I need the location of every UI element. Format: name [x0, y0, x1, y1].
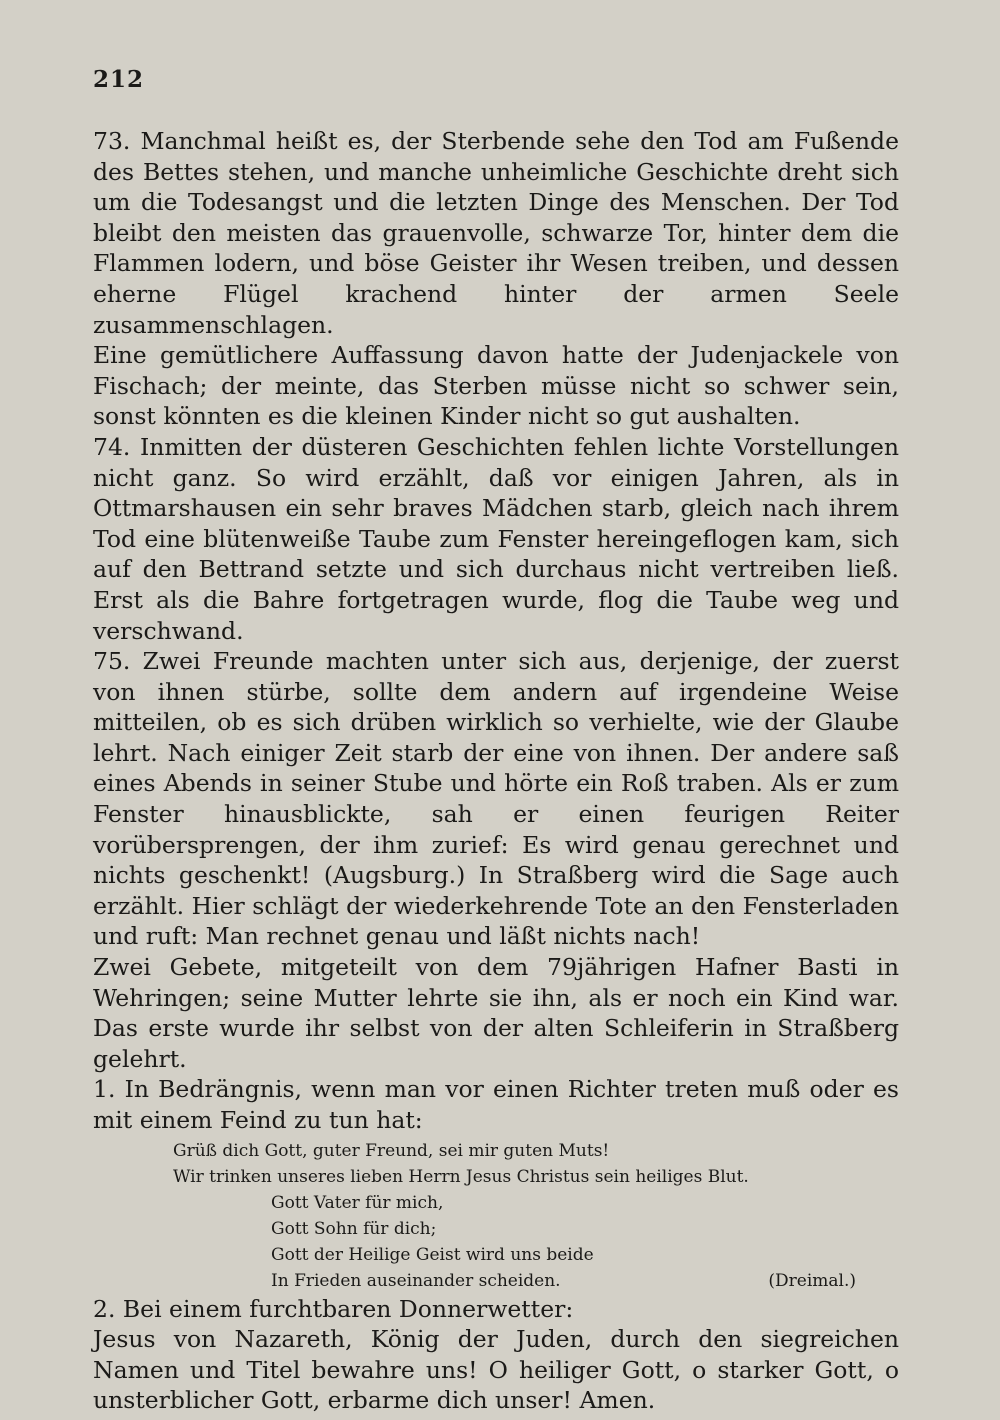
prayer-1-line-3: Gott Vater für mich,: [271, 1192, 444, 1213]
page-body: [93, 126, 899, 1416]
prayers-intro-paragraph: Zwei Gebete, mitgeteilt von dem 79jährigen Hafner Basti in Wehringen; seine Mutter lehrte sie ihn, als er noch ein Kind war. Das erste wurde ihr selbst von der alten Schleiferin in Straßberg gelehrt.: [93, 953, 899, 1073]
prayer-2-heading: 2. Bei einem furchtbaren Donnerwetter:: [93, 1294, 574, 1323]
prayer-1-repeat-note: (Dreimal.): [768, 1270, 856, 1291]
section-74-paragraph: 74. Inmitten der düsteren Geschichten fehlen lichte Vorstellungen nicht ganz. So wird erzählt, daß vor einigen Jahren, als in Ottmarshausen ein sehr braves Mädchen starb, gleich nach ihrem Tod eine blütenweiße Taube zum Fenster hereingeflogen kam, sich auf den Bettrand setzte und sich durchaus nicht vertreiben ließ. Erst als die Bahre fortgetragen wurde, flog die Taube weg und verschwand.: [93, 432, 899, 645]
prayer-1-line-5: Gott der Heilige Geist wird uns beide: [271, 1244, 594, 1265]
page-number: 212: [93, 66, 145, 93]
prayer-1-heading: 1. In Bedrängnis, wenn man vor einen Richter treten muß oder es mit einem Feind zu tun hat:: [93, 1075, 899, 1134]
prayer-1-last-line: [93, 1268, 899, 1294]
section-75-paragraph: 75. Zwei Freunde machten unter sich aus, derjenige, der zuerst von ihnen stürbe, sollte dem andern auf irgendeine Weise mitteilen, ob es sich drüben wirklich so verhielte, wie der Glaube lehrt. Nach einiger Zeit starb der eine von ihnen. Der andere saß eines Abends in seiner Stube und hörte ein Roß traben. Als er zum Fenster hinausblickte, sah er einen feurigen Reiter vorübersprengen, der ihm zurief: Es wird genau gerechnet und nichts geschenkt! (Augsburg.) In Straßberg wird die Sage auch erzählt. Hier schlägt der wiederkehrende Tote an den Fensterladen und ruft: Man rechnet genau und läßt nichts nach!: [93, 647, 899, 951]
prayer-1-line-2: Wir trinken unseres lieben Herrn Jesus Christus sein heiliges Blut.: [173, 1166, 749, 1187]
prayer-1-line-1: Grüß dich Gott, guter Freund, sei mir guten Muts!: [173, 1140, 610, 1161]
section-73-paragraph-2: Eine gemütlichere Auffassung davon hatte der Judenjackele von Fischach; der meinte, das Sterben müsse nicht so schwer sein, sonst könnten es die kleinen Kinder nicht so gut aushalten.: [93, 341, 899, 431]
prayer-1-line-6: In Frieden auseinander scheiden.: [271, 1270, 561, 1291]
prayer-2-text: Jesus von Nazareth, König der Juden, durch den siegreichen Namen und Titel bewahre uns! O heiliger Gott, o starker Gott, o unsterblicher Gott, erbarme dich unser! Amen.: [93, 1325, 899, 1415]
section-73-paragraph: 73. Manchmal heißt es, der Sterbende sehe den Tod am Fußende des Bettes stehen, und manche unheimliche Geschichte dreht sich um die Todesangst und die letzten Dinge des Menschen. Der Tod bleibt den meisten das grauenvolle, schwarze Tor, hinter dem die Flammen lodern, und böse Geister ihr Wesen treiben, und dessen eherne Flügel krachend hinter der armen Seele zusammenschlagen.: [93, 127, 899, 339]
prayer-1-line-4: Gott Sohn für dich;: [271, 1218, 437, 1239]
prayer-1-verse: [93, 1138, 899, 1294]
prayer-1-last-line-row: [271, 1268, 856, 1294]
